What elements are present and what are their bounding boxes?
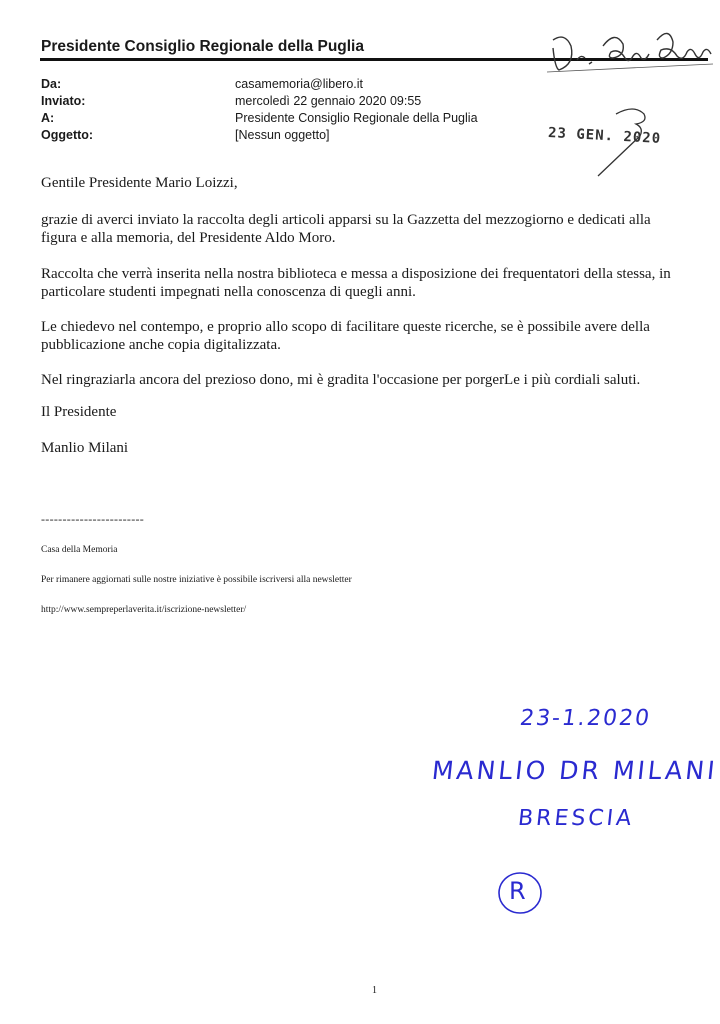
paragraph-1: grazie di averci inviato la raccolta degli articoli apparsi su la Gazzetta del mezzogiorno e dedicati alla figura e alla memoria, del Presidente Aldo Moro.	[41, 212, 651, 246]
from-value: casamemoria@libero.it	[235, 77, 364, 91]
received-stamp: 23 GEN. 2020	[547, 125, 662, 147]
to-label: A:	[41, 111, 55, 125]
paragraph-3: Le chiedevo nel contempo, e proprio allo scopo di facilitare queste ricerche, se è possibile avere della pubblicazione anche copia digitalizzata.	[41, 319, 650, 353]
circled-mark-letter: R	[509, 877, 526, 905]
paragraph-4: Nel ringraziarla ancora del prezioso dono, mi è gradita l'occasione per porgerLe i più cordiali saluti.	[41, 372, 641, 388]
subject-label: Oggetto:	[41, 128, 94, 142]
closing: Il Presidente	[41, 404, 117, 420]
paragraph-2: Raccolta che verrà inserita nella nostra biblioteca e messa a disposizione dei frequentatori della stessa, in particolare studenti impegnati nella conoscenza di quegli anni.	[41, 266, 671, 300]
footer-org: Casa della Memoria	[41, 545, 118, 555]
document-title: Presidente Consiglio Regionale della Puglia	[41, 38, 364, 55]
to-value: Presidente Consiglio Regionale della Puglia	[235, 111, 478, 125]
sent-value: mercoledì 22 gennaio 2020 09:55	[235, 94, 422, 108]
stamp-stroke-mark	[590, 100, 660, 180]
signature-name: Manlio Milani	[41, 440, 129, 456]
sent-label: Inviato:	[41, 94, 86, 108]
from-label: Da:	[41, 77, 62, 91]
handwritten-city: BRESCIA	[516, 806, 636, 831]
subject-value: [Nessun oggetto]	[235, 128, 330, 142]
handwritten-date: 23-1.2020	[518, 706, 653, 731]
handwritten-name: MANLIO DR MILANI	[430, 756, 720, 785]
handwritten-signature	[545, 18, 715, 76]
footer-newsletter-note: Per rimanere aggiornati sulle nostre iniziative è possibile iscriversi alla newsletter	[41, 575, 352, 585]
footer-separator: ------------------------	[41, 512, 145, 526]
greeting: Gentile Presidente Mario Loizzi,	[41, 175, 238, 191]
footer-url: http://www.sempreperlaverita.it/iscrizione-newsletter/	[41, 605, 247, 615]
page-number: 1	[372, 985, 377, 996]
